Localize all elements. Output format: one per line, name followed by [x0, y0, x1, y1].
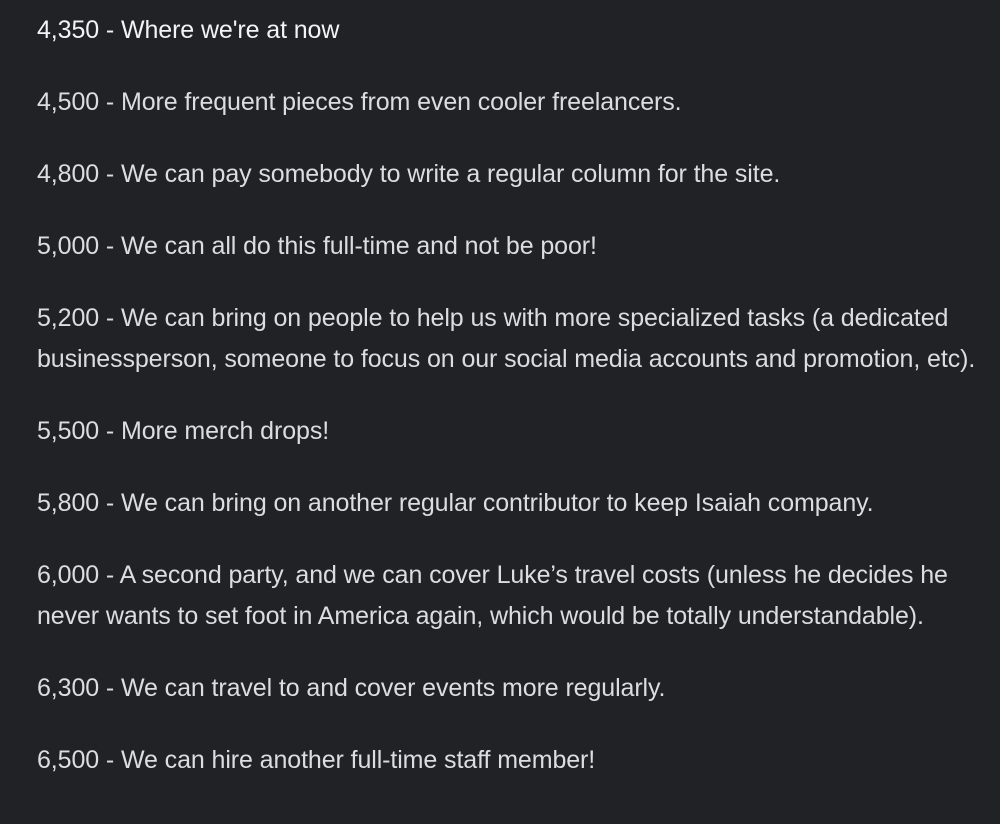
goal-item-5200: 5,200 - We can bring on people to help us with more specialized tasks (a dedicated businessperson, someone to focus on our social media accounts and promotion, etc). — [37, 304, 976, 373]
goal-item-6500: 6,500 - We can hire another full-time staff member! — [37, 746, 596, 774]
goal-item-5000: 5,000 - We can all do this full-time and not be poor! — [37, 232, 597, 260]
goal-item-4800: 4,800 - We can pay somebody to write a regular column for the site. — [37, 160, 781, 188]
goal-item-5500: 5,500 - More merch drops! — [37, 417, 330, 445]
goal-item-5800: 5,800 - We can bring on another regular contributor to keep Isaiah company. — [37, 489, 874, 517]
goal-item-current: 4,350 - Where we're at now — [37, 16, 340, 44]
goal-item-6300: 6,300 - We can travel to and cover events more regularly. — [37, 674, 666, 702]
goal-item-4500: 4,500 - More frequent pieces from even cooler freelancers. — [37, 88, 682, 116]
goal-item-6000: 6,000 - A second party, and we can cover Luke’s travel costs (unless he decides he never wants to set foot in America again, which would be totally understandable). — [37, 561, 948, 630]
